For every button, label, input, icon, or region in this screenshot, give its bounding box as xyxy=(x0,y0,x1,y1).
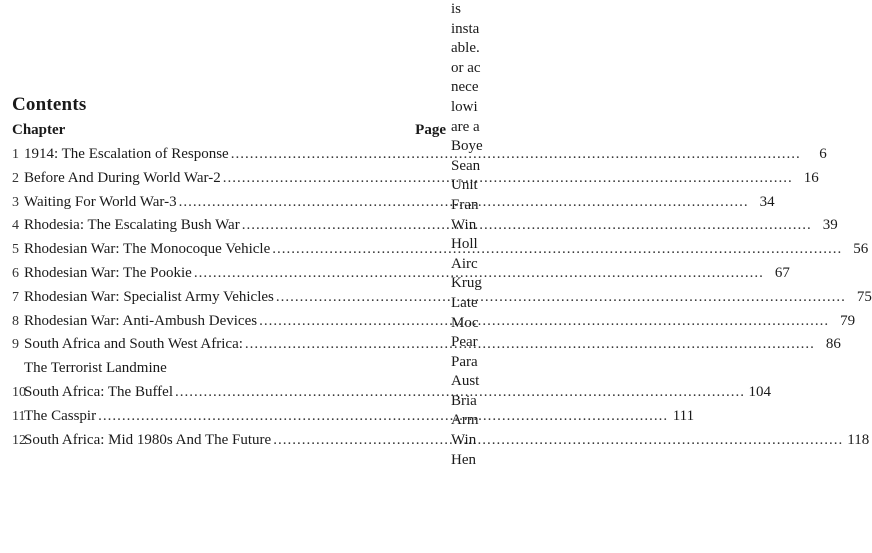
side-line: Hen xyxy=(451,451,476,468)
chapter-title: South Africa: The Buffel xyxy=(24,383,174,400)
chapter-title: South Africa: Mid 1980s And The Future xyxy=(24,431,272,448)
side-line: Krug xyxy=(451,275,482,292)
side-line: Win xyxy=(451,216,477,233)
side-line: Moc xyxy=(451,314,479,331)
side-line: Aust xyxy=(451,373,480,390)
page-number: 56 xyxy=(853,241,869,258)
chapter-title: Rhodesia: The Escalating Bush War xyxy=(24,217,240,234)
chapter-number: 9 xyxy=(12,337,19,353)
chapter-number: 12 xyxy=(12,432,26,448)
side-line: Sean xyxy=(451,157,481,174)
chapter-title: Rhodesian War: Anti-Ambush Devices xyxy=(24,312,258,329)
adjacent-column-text xyxy=(451,0,500,470)
page-number: 39 xyxy=(822,217,838,234)
dot-leader xyxy=(231,143,801,167)
chapter-title: The Terrorist Landmine xyxy=(24,360,167,377)
contents-heading: Contents xyxy=(12,94,87,115)
page-number: 67 xyxy=(774,264,790,281)
side-line: nece xyxy=(451,79,479,96)
chapter-column-header: Chapter xyxy=(12,122,66,138)
page-number: 111 xyxy=(672,407,695,424)
dot-leader xyxy=(259,310,829,334)
chapter-title: Rhodesian War: The Pookie xyxy=(24,264,192,281)
dot-leader xyxy=(273,429,843,453)
chapter-number: 3 xyxy=(12,194,19,210)
chapter-number: 10 xyxy=(12,384,26,400)
side-line: Pear xyxy=(451,334,478,351)
chapter-title: South Africa and South West Africa: xyxy=(24,336,243,353)
side-line: Para xyxy=(451,353,478,370)
side-line: are a xyxy=(451,118,480,135)
chapter-title: Rhodesian War: The Monocoque Vehicle xyxy=(24,241,271,258)
chapter-title: Rhodesian War: Specialist Army Vehicles xyxy=(24,288,274,305)
page-column-header: Page xyxy=(415,122,446,138)
chapter-number: 8 xyxy=(12,313,19,329)
chapter-number: 1 xyxy=(12,147,19,162)
dot-leader xyxy=(223,167,793,191)
side-line: lowi xyxy=(451,98,478,115)
chapter-number: 4 xyxy=(12,218,19,234)
side-line: Holl xyxy=(451,236,478,253)
chapter-number: 2 xyxy=(12,170,19,186)
side-line: is xyxy=(451,1,462,17)
chapter-number: 5 xyxy=(12,242,19,258)
toc-entry-continuation xyxy=(12,357,446,381)
page-number: 118 xyxy=(847,431,870,448)
dot-leader xyxy=(272,238,842,262)
side-line: insta xyxy=(451,20,480,37)
dot-leader xyxy=(242,214,812,238)
side-line: Airc xyxy=(451,255,478,272)
side-line: Fran xyxy=(451,196,479,213)
page-number: 79 xyxy=(840,312,856,329)
dot-leader xyxy=(245,333,815,357)
chapter-title: Waiting For World War-3 xyxy=(24,193,177,210)
side-line: Bria xyxy=(451,392,477,409)
side-line: Boye xyxy=(451,138,483,155)
side-line: Unit xyxy=(451,177,478,194)
chapter-number: 7 xyxy=(12,289,19,305)
chapter-title: The Casspir xyxy=(24,407,97,424)
chapter-title: 1914: The Escalation of Response xyxy=(24,146,229,162)
page-number: 34 xyxy=(759,193,775,210)
dot-leader xyxy=(98,405,668,429)
page-number: 16 xyxy=(803,169,819,186)
side-line: able. xyxy=(451,40,480,57)
chapter-number: 6 xyxy=(12,265,19,281)
page-number: 6 xyxy=(819,146,827,162)
page-number: 86 xyxy=(825,336,841,353)
dot-leader xyxy=(276,286,846,310)
side-line: Win xyxy=(451,432,477,449)
column-headers xyxy=(12,122,446,139)
side-line: or ac xyxy=(451,59,481,76)
side-line: Late xyxy=(451,294,478,311)
page-number: 75 xyxy=(856,288,872,305)
chapter-title: Before And During World War-2 xyxy=(24,169,221,186)
page-number: 104 xyxy=(748,383,772,400)
chapter-number: 11 xyxy=(12,408,26,424)
side-line: Arm xyxy=(451,412,479,429)
